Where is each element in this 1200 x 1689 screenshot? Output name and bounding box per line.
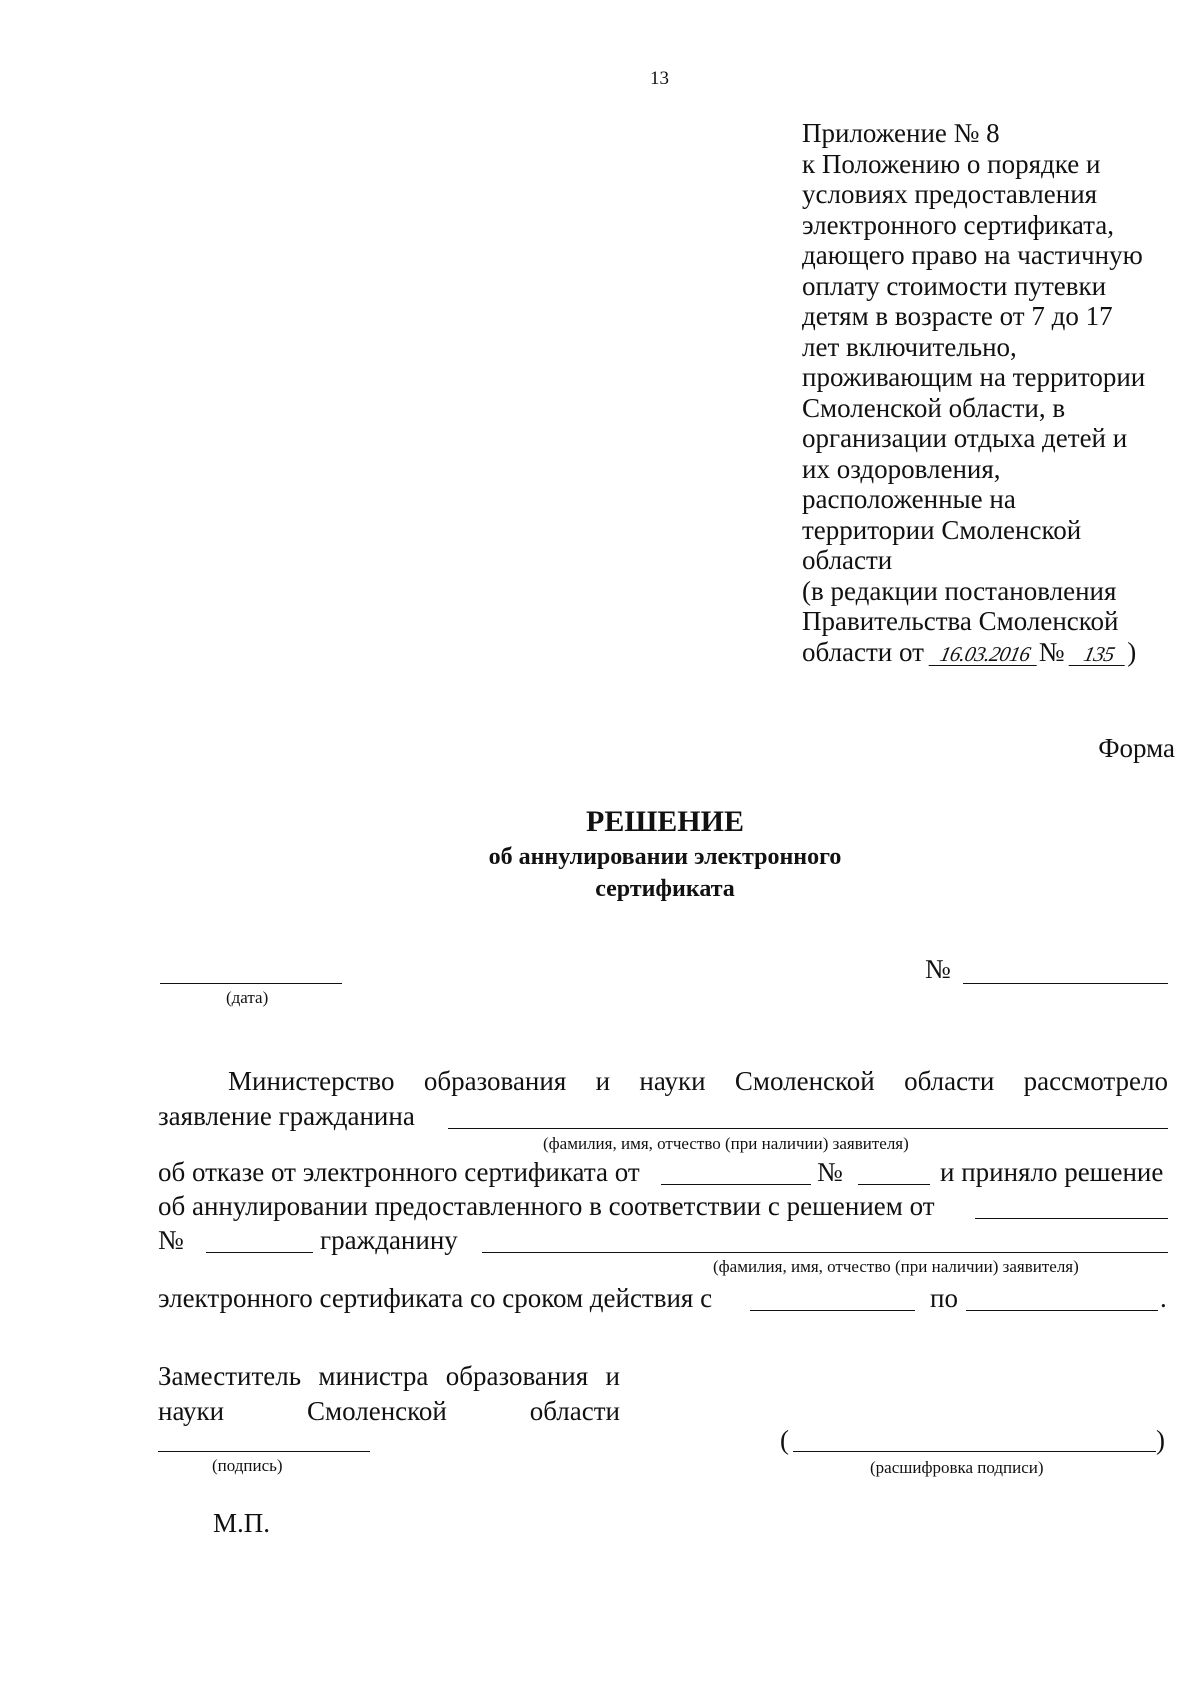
appendix-line: проживающим на территории: [802, 362, 1146, 392]
appendix-line: их оздоровления,: [802, 453, 1001, 484]
applicant-label: заявление гражданина: [158, 1101, 415, 1131]
body-word: области: [904, 1066, 995, 1096]
refusal-number-sign: №: [817, 1157, 843, 1187]
appendix-line: лет включительно,: [802, 331, 1017, 362]
title-sub-2: сертификата: [595, 876, 735, 902]
appendix-line: детям в возрасте от 7 до 17: [802, 301, 1113, 331]
signature-line-1: [158, 1361, 620, 1391]
citizen-label: гражданину: [320, 1225, 458, 1255]
page-number: 13: [650, 68, 669, 89]
validity-po: по: [930, 1283, 958, 1313]
signature-word: области: [529, 1396, 620, 1426]
signature-word: Смоленской: [307, 1396, 447, 1426]
appendix-last-prefix: области от: [802, 636, 924, 667]
refusal-label: об отказе от электронного сертификата от: [158, 1157, 640, 1187]
refusal-tail: и приняло решение: [940, 1157, 1164, 1187]
signature-caption: (подпись): [212, 1456, 283, 1475]
applicant-line: [448, 1128, 1168, 1129]
applicant-caption-1: (фамилия, имя, отчество (при наличии) заявителя): [543, 1134, 909, 1153]
appendix-closing: ): [1127, 636, 1137, 667]
form-label: Форма: [1098, 733, 1175, 763]
decision-number-line: [206, 1252, 313, 1253]
applicant-caption-2: (фамилия, имя, отчество (при наличии) заявителя): [713, 1257, 1079, 1276]
signature-line-2: [158, 1396, 620, 1426]
appendix-line: Правительства Смоленской: [802, 606, 1119, 636]
appendix-line: Смоленской области, в: [802, 392, 1066, 423]
appendix-line: электронного сертификата,: [802, 209, 1114, 240]
validity-end: .: [1160, 1283, 1167, 1313]
validity-from-line: [750, 1310, 915, 1311]
citizen-line: [482, 1252, 1168, 1253]
validity-to-line: [966, 1310, 1158, 1311]
number-sign: №: [925, 954, 951, 984]
handwritten-number: 135: [1069, 643, 1130, 666]
date-caption: (дата): [226, 988, 269, 1007]
date-line: [160, 983, 342, 984]
annul-label: об аннулировании предоставленного в соответствии с решением от: [158, 1191, 935, 1221]
number-line: [963, 983, 1168, 984]
signature-word: науки: [158, 1396, 225, 1426]
signature-word: Заместитель: [158, 1361, 302, 1391]
decision-date-line: [975, 1218, 1168, 1219]
body-word: и: [595, 1066, 611, 1096]
body-word: Смоленской: [734, 1066, 875, 1096]
decode-paren-close: ): [1156, 1425, 1165, 1455]
decode-caption: (расшифровка подписи): [870, 1458, 1044, 1477]
body-word: образования: [423, 1066, 567, 1096]
appendix-block: [802, 118, 1145, 667]
validity-label: электронного сертификата со сроком действия с: [158, 1283, 713, 1313]
appendix-lines: [802, 118, 1145, 637]
appendix-line: расположенные на: [802, 484, 1016, 514]
body-word: рассмотрело: [1023, 1066, 1168, 1096]
title-main: РЕШЕНИЕ: [586, 805, 744, 838]
appendix-line: условиях предоставления: [802, 179, 1098, 209]
refusal-date-line: [661, 1184, 811, 1185]
appendix-line: дающего право на частичную: [802, 240, 1143, 270]
title-sub-1: об аннулировании электронного: [488, 844, 842, 870]
appendix-line: территории Смоленской: [802, 514, 1082, 545]
decision-number-sign: №: [158, 1225, 184, 1255]
decode-paren-open: (: [780, 1425, 789, 1455]
signature-word: министра: [318, 1361, 429, 1391]
handwritten-date: 16.03.2016: [928, 643, 1041, 666]
title-block: [300, 803, 1030, 905]
body-word: науки: [639, 1066, 706, 1096]
signature-line: [158, 1451, 370, 1452]
appendix-line: области: [802, 545, 893, 575]
appendix-number-sign: №: [1038, 636, 1065, 667]
appendix-line: организации отдыха детей и: [802, 423, 1128, 453]
appendix-line: Приложение № 8: [802, 118, 1000, 148]
appendix-line: к Положению о порядке и: [802, 148, 1101, 179]
refusal-number-line: [858, 1184, 930, 1185]
appendix-line: (в редакции постановления: [802, 575, 1117, 606]
appendix-last-line: [802, 637, 1145, 668]
body-line-1: [228, 1066, 1168, 1096]
signature-word: образования: [445, 1361, 589, 1391]
stamp-place: М.П.: [213, 1508, 271, 1538]
appendix-line: оплату стоимости путевки: [802, 270, 1107, 301]
decode-line: [793, 1451, 1156, 1452]
signature-word: и: [605, 1361, 620, 1391]
body-word: Министерство: [228, 1066, 395, 1096]
